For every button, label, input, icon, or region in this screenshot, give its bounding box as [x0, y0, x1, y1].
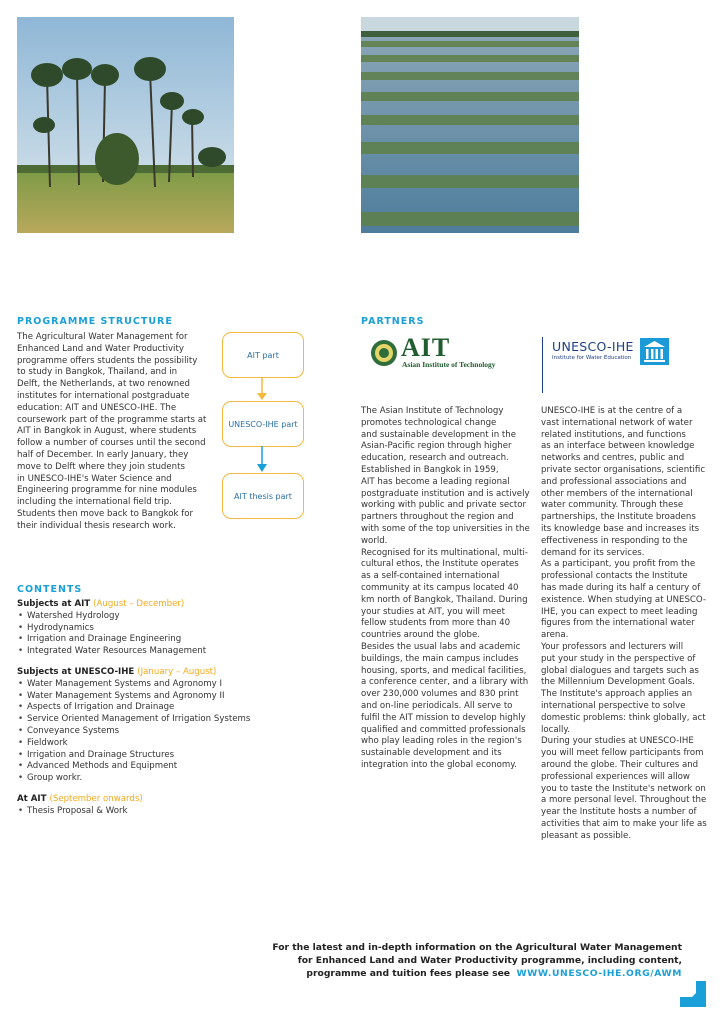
flow-box-ait-thesis-part: AIT thesis part: [222, 473, 304, 519]
unesco-ihe-logo: [542, 337, 672, 397]
unesco-ihe-description: UNESCO-IHE is at the centre of a vast international network of water related institutions, and functions as an interface between knowledge networks and centres, public and private sector organisations, scientific and professional associations and other members of the international water community. Through these partnerships, the Institute broadens its knowledge base and increases its effectiveness in responding to the demand for its services. As a participant, you profit from the professional contacts the Institute has made during its half a century of existence. When studying at UNESCO- IHE, you can expect to meet leading figures from the international water arena. Your professors and lecturers will put your study in the perspective of global dialogues and targets such as the Millennium Development Goals. The Institute's approach applies an international perspective to solve domestic problems: think globally, act locally. During your studies at UNESCO-IHE you will meet fellow participants from around the globe. Their cultures and professional experiences will allow you to taste the Institute's network on a more personal level. Throughout the year the Institute hosts a number of activities that aim to make your life as pleasant as possible.: [541, 406, 707, 841]
ait-logo: [370, 333, 510, 371]
programme-structure-heading: PROGRAMME STRUCTURE: [17, 316, 173, 327]
flow-box-unesco-ihe-part: UNESCO-IHE part: [222, 401, 304, 447]
ait-emblem-icon: [370, 339, 398, 367]
subjects-unesco-title: Subjects at UNESCO-IHE (January – August): [17, 666, 217, 677]
list-item: • Service Oriented Management of Irrigation Systems: [17, 714, 277, 726]
contents-heading: CONTENTS: [17, 584, 83, 595]
unesco-ihe-logo-name: UNESCO-IHE: [552, 339, 634, 354]
contents-list: [17, 599, 277, 818]
list-item: • Irrigation and Drainage Engineering: [17, 634, 277, 646]
rice-paddy-photo: [361, 17, 579, 233]
unesco-temple-icon: [640, 338, 669, 365]
list-item: • Hydrodynamics: [17, 623, 277, 635]
list-item: • Fieldwork: [17, 738, 277, 750]
subjects-ait-title: Subjects at AIT (August – December): [17, 599, 185, 609]
unesco-ihe-logo-subtitle: Institute for Water Education: [552, 355, 632, 361]
list-item: • Watershed Hydrology: [17, 611, 277, 623]
website-link[interactable]: WWW.UNESCO-IHE.ORG/AWM: [516, 968, 682, 979]
list-item: • Aspects of Irrigation and Drainage: [17, 702, 277, 714]
list-item: • Water Management Systems and Agronomy II: [17, 691, 277, 703]
list-item: • Irrigation and Drainage Structures: [17, 750, 277, 762]
list-item: • Water Management Systems and Agronomy I: [17, 679, 277, 691]
corner-mark-icon: [680, 981, 706, 1007]
ait-description: The Asian Institute of Technology promotes technological change and sustainable development in the Asian-Pacific region through higher education, research and outreach. Established in Bangkok in 1959, AIT has become a leading regional postgraduate institution and is actively working with public and private sector partners throughout the region and with some of the top universities in the world. Recognised for its multinational, multi- cultural ethos, the Institute operates as a self-contained international community at its campus located 40 km north of Bangkok, Thailand. During your studies at AIT, you will meet fellow students from more than 40 countries around the globe. Besides the usual labs and academic buildings, the main campus includes housing, sports, and medical facilities, a conference center, and a library with over 230,000 volumes and 830 print and on-line periodicals. All serve to fulfil the AIT mission to develop highly qualified and committed professionals who play leading roles in the region's sustainable development and its integration into the global economy.: [361, 406, 530, 770]
flow-arrows: [252, 376, 272, 476]
unesco-logo-divider: [542, 337, 543, 393]
programme-structure-text: The Agricultural Water Management for Enhanced Land and Water Productivity programme offers students the possibility to study in Bangkok, Thailand, and in Delft, the Netherlands, at two renowned institutes for international postgraduate education: AIT and UNESCO-IHE. The coursework part of the programme starts at AIT in Bangkok in August, where students follow a number of courses until the second half of December. In early January, they move to Delft where they join students in UNESCO-IHE's Water Science and Engineering programme for nine modules including the international field trip. Students then move back to Bangkok for their individual thesis research work.: [17, 332, 207, 531]
list-item: • Group workr.: [17, 773, 277, 785]
list-item: • Integrated Water Resources Management: [17, 646, 277, 658]
at-ait-title: At AIT (September onwards): [17, 793, 143, 804]
ait-logo-subtitle: Asian Institute of Technology: [402, 360, 496, 369]
palm-trees-photo: [17, 17, 234, 233]
footer-info: For the latest and in-depth information on the Agricultural Water Management for Enhanced Land and Water Productivity programme, including content, programme and tuition fees please see WWW.UNESCO-IHE.ORG/AWM: [272, 942, 682, 979]
ait-logo-name: AIT: [401, 333, 451, 362]
list-item: • Advanced Methods and Equipment: [17, 761, 277, 773]
flow-box-ait-part: AIT part: [222, 332, 304, 378]
list-item: • Conveyance Systems: [17, 726, 277, 738]
partners-heading: PARTNERS: [361, 316, 425, 327]
list-item: • Thesis Proposal & Work: [17, 806, 277, 818]
